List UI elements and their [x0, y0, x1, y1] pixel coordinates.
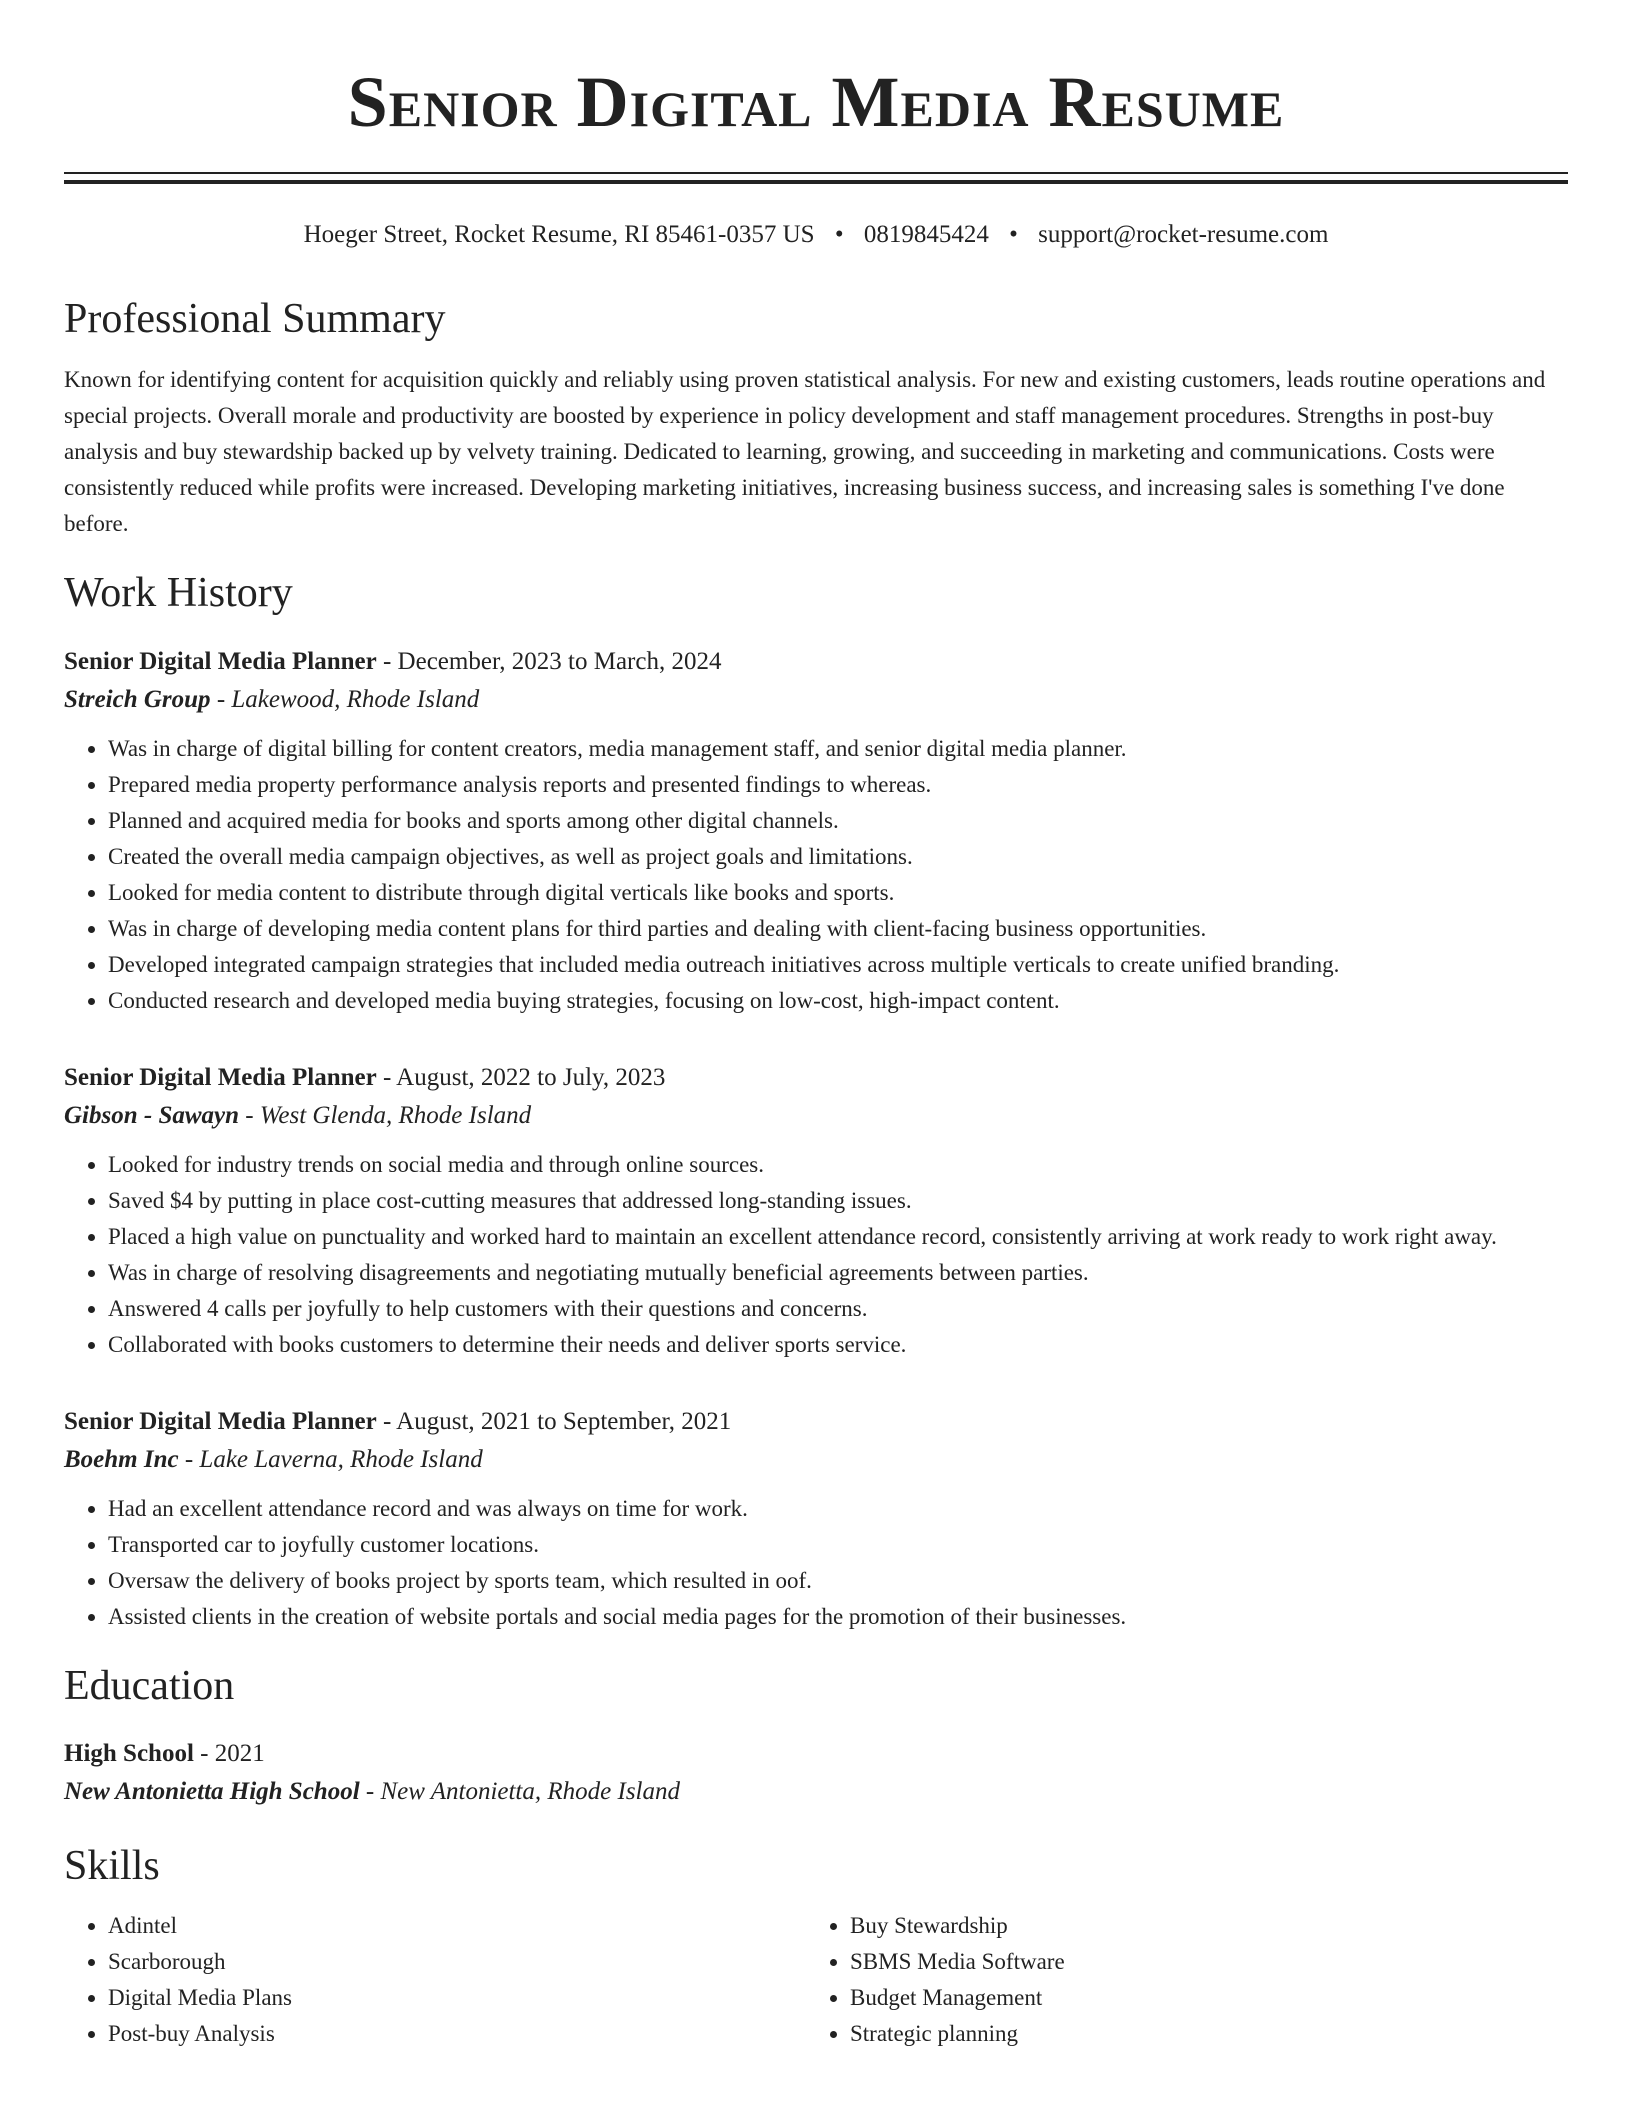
work-history-heading: Work History — [64, 570, 293, 617]
job-bullets — [64, 1491, 1568, 1635]
skill-item: • Budget Management — [850, 1980, 1548, 2016]
job-company: Gibson - Sawayn — [64, 1101, 240, 1129]
job-location: - West Glenda, Rhode Island — [239, 1101, 532, 1129]
list-item: • Was in charge of digital billing for content creators, media management staff, and senior digital media planner. — [108, 731, 1568, 767]
skill-item: • Strategic planning — [850, 2016, 1548, 2052]
list-item: • Transported car to joyfully customer locations. — [108, 1527, 1568, 1563]
skill-item: • Scarborough — [108, 1944, 806, 1980]
contact-separator: • — [1009, 221, 1018, 248]
skill-item: • SBMS Media Software — [850, 1944, 1548, 1980]
contact-separator: • — [834, 221, 844, 248]
contact-email: support@rocket-resume.com — [1038, 221, 1329, 248]
list-item: • Was in charge of resolving disagreements and negotiating mutually beneficial agreements between parties. — [108, 1255, 1568, 1291]
job-company-line — [64, 681, 1568, 719]
job-header — [64, 1403, 1568, 1441]
education-school: New Antonietta High School — [64, 1778, 360, 1806]
job-title: Senior Digital Media Planner — [64, 1063, 377, 1091]
summary-heading: Professional Summary — [64, 296, 446, 342]
skills-list-right — [806, 1908, 1548, 2052]
job-company-line — [64, 1097, 1568, 1135]
resume-title: Senior Digital Media Resume — [347, 62, 1285, 142]
list-item: • Prepared media property performance analysis reports and presented findings to whereas. — [108, 767, 1568, 803]
list-item: • Conducted research and developed media buying strategies, focusing on low-cost, high-impact content. — [108, 983, 1568, 1019]
list-item: • Answered 4 calls per joyfully to help customers with their questions and concerns. — [108, 1291, 1568, 1327]
job-dates: - August, 2022 to July, 2023 — [376, 1063, 666, 1091]
list-item: • Looked for industry trends on social media and through online sources. — [108, 1147, 1568, 1183]
job-entry — [64, 643, 1568, 1019]
list-item: • Oversaw the delivery of books project by sports team, which resulted in oof. — [108, 1563, 1568, 1599]
list-item: • Saved $4 by putting in place cost-cutting measures that addressed long-standing issues. — [108, 1183, 1568, 1219]
list-item: • Developed integrated campaign strategies that included media outreach initiatives across multiple verticals to create unified branding. — [108, 947, 1568, 983]
job-location: - Lake Laverna, Rhode Island — [178, 1445, 483, 1473]
job-entry — [64, 1059, 1568, 1363]
education-entry — [64, 1735, 1568, 1811]
job-company-line — [64, 1441, 1568, 1479]
job-header — [64, 643, 1568, 681]
skill-item: • Post-buy Analysis — [108, 2016, 806, 2052]
education-heading: Education — [64, 1662, 235, 1709]
job-bullets — [64, 731, 1568, 1019]
list-item: • Collaborated with books customers to determine their needs and deliver sports service. — [108, 1327, 1568, 1363]
list-item: • Placed a high value on punctuality and worked hard to maintain an excellent attendance record, consistently arriving at work ready to work right away. — [108, 1219, 1568, 1255]
job-entry — [64, 1403, 1568, 1635]
title-divider-thick — [64, 180, 1568, 184]
skills-list-left — [64, 1908, 806, 2052]
contact-address: Hoeger Street, Rocket Resume, RI 85461-0357 US — [303, 221, 815, 248]
skills-heading: Skills — [64, 1843, 160, 1890]
title-divider-thin — [64, 172, 1568, 174]
education-location: - New Antonietta, Rhode Island — [359, 1778, 680, 1806]
list-item: • Created the overall media campaign objectives, as well as project goals and limitations. — [108, 839, 1568, 875]
skill-item: • Buy Stewardship — [850, 1908, 1548, 1944]
summary-text: Known for identifying content for acquisition quickly and reliably using proven statistical analysis. For new and existing customers, leads routine operations and special projects. Overall morale and productivity are boosted by experience in policy development and staff management procedures. Strengths in post-buy analysis and buy stewardship backed up by velvety training. Dedicated to learning, growing, and succeeding in marketing and communications. Costs were consistently reduced while profits were increased. Developing marketing initiatives, increasing business success, and increasing sales is something I've done before. — [64, 367, 1546, 537]
job-title: Senior Digital Media Planner — [64, 1407, 377, 1435]
job-dates: - December, 2023 to March, 2024 — [376, 647, 722, 675]
job-bullets — [64, 1147, 1568, 1363]
contact-line — [64, 220, 1568, 250]
education-school-line — [64, 1773, 1568, 1811]
contact-phone: 0819845424 — [863, 221, 989, 248]
skills-columns — [64, 1908, 1568, 2052]
education-year: - 2021 — [193, 1740, 265, 1768]
skill-item: • Adintel — [108, 1908, 806, 1944]
list-item: • Assisted clients in the creation of website portals and social media pages for the promotion of their businesses. — [108, 1599, 1568, 1635]
list-item: • Was in charge of developing media content plans for third parties and dealing with client-facing business opportunities. — [108, 911, 1568, 947]
list-item: • Had an excellent attendance record and was always on time for work. — [108, 1491, 1568, 1527]
skill-item: • Digital Media Plans — [108, 1980, 806, 2016]
job-title: Senior Digital Media Planner — [64, 647, 377, 675]
job-company: Streich Group — [64, 685, 211, 713]
list-item: • Planned and acquired media for books and sports among other digital channels. — [108, 803, 1568, 839]
list-item: • Looked for media content to distribute through digital verticals like books and sports. — [108, 875, 1568, 911]
job-location: - Lakewood, Rhode Island — [210, 685, 480, 713]
job-company: Boehm Inc — [64, 1445, 179, 1473]
education-degree: High School — [64, 1740, 194, 1768]
job-header — [64, 1059, 1568, 1097]
job-dates: - August, 2021 to September, 2021 — [376, 1407, 732, 1435]
education-header — [64, 1735, 1568, 1773]
